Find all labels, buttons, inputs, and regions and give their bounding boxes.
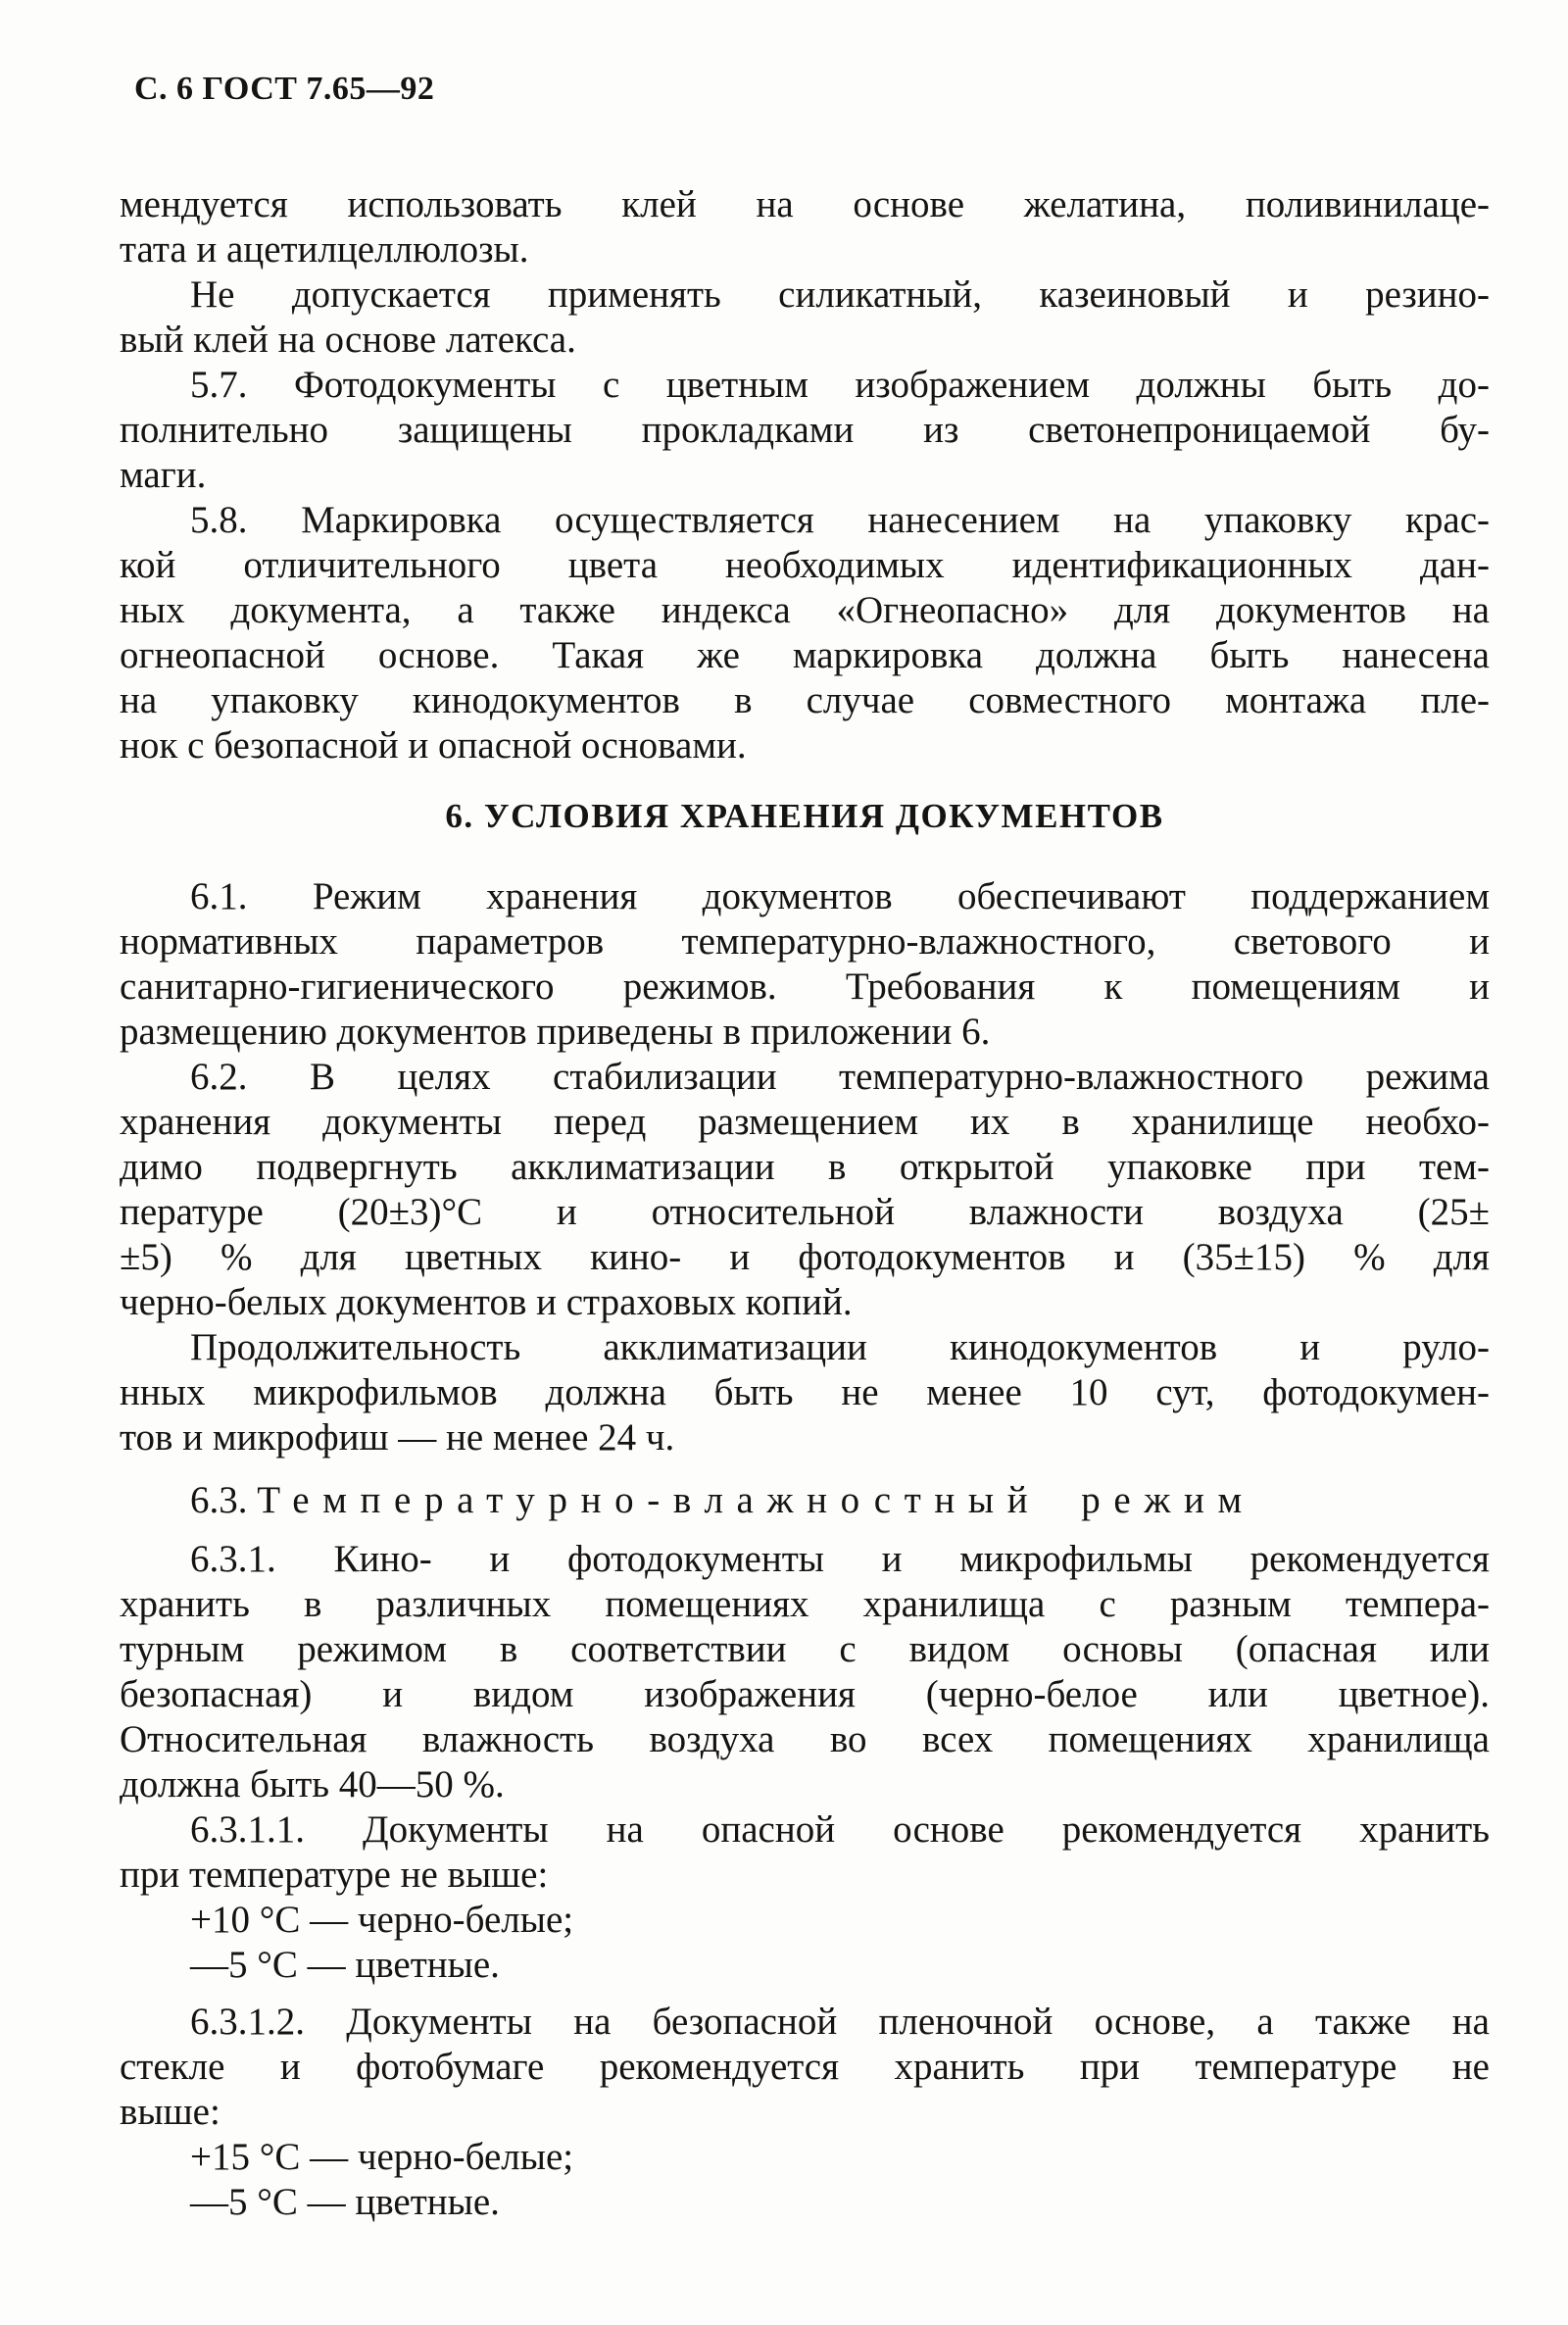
text-line: Не допускается применять силикатный, казеиновый и резино-	[190, 273, 1490, 316]
paragraph	[120, 1537, 1490, 1807]
subsection-title: Температурно-влажностный режим	[257, 1479, 1255, 1521]
subsection-number: 6.3.	[190, 1479, 258, 1521]
paragraph	[120, 1325, 1490, 1460]
subsection-heading	[120, 1478, 1490, 1523]
text-line: тата и ацетилцеллюлозы.	[120, 228, 529, 271]
text-line: должна быть 40—50 %.	[120, 1763, 505, 1806]
text-line: 6.2. В целях стабилизации температурно-влажностного режима	[190, 1056, 1490, 1098]
text-line: санитарно-гигиенического режимов. Требования к помещениям и	[120, 965, 1490, 1008]
paragraph	[120, 363, 1490, 498]
text-line: стекле и фотобумаге рекомендуется хранить при температуре не	[120, 2046, 1490, 2088]
text-line: хранить в различных помещениях хранилища с разным темпера-	[120, 1583, 1490, 1625]
text-line: 6.3.1. Кино- и фотодокументы и микрофильмы рекомендуется	[190, 1538, 1490, 1580]
text-line: при температуре не выше:	[120, 1854, 549, 1896]
text-line: тов и микрофиш — не менее 24 ч.	[120, 1416, 675, 1459]
list-item: +15 °С — черно-белые;	[190, 2136, 574, 2178]
paragraph	[120, 498, 1490, 768]
text-line: огнеопасной основе. Такая же маркировка должна быть нанесена	[120, 634, 1490, 676]
text-line: маги.	[120, 454, 207, 496]
paragraph	[120, 182, 1490, 272]
text-line: 5.8. Маркировка осуществляется нанесением на упаковку крас-	[190, 499, 1490, 541]
text-line: выше:	[120, 2091, 220, 2133]
text-line: 6.3.1.1. Документы на опасной основе рекомендуется хранить	[190, 1808, 1490, 1851]
paragraph	[120, 1055, 1490, 1325]
document-content	[120, 182, 1490, 2225]
text-line: турным режимом в соответствии с видом основы (опасная или	[120, 1628, 1490, 1670]
text-line: мендуется использовать клей на основе желатина, поливинилаце-	[120, 183, 1490, 225]
text-line: димо подвергнуть акклиматизации в открытой упаковке при тем-	[120, 1146, 1490, 1188]
list-item: —5 °С — цветные.	[190, 1944, 500, 1986]
value-list	[120, 1898, 1490, 1988]
text-line: 6.1. Режим хранения документов обеспечивают поддержанием	[190, 875, 1490, 917]
text-line: Продолжительность акклиматизации кинодокументов и руло-	[190, 1326, 1490, 1368]
text-line: кой отличительного цвета необходимых идентификационных дан-	[120, 544, 1490, 586]
text-line: нок с безопасной и опасной основами.	[120, 724, 747, 767]
text-line: черно-белых документов и страховых копий.	[120, 1281, 853, 1323]
value-list	[120, 2135, 1490, 2225]
list-item: +10 °С — черно-белые;	[190, 1899, 574, 1941]
text-line: размещению документов приведены в приложении 6.	[120, 1011, 991, 1053]
text-line: на упаковку кинодокументов в случае совместного монтажа пле-	[120, 679, 1490, 721]
running-header: С. 6 ГОСТ 7.65—92	[134, 71, 435, 107]
text-line: хранения документы перед размещением их в хранилище необхо-	[120, 1101, 1490, 1143]
text-line: Относительная влажность воздуха во всех помещениях хранилища	[120, 1718, 1490, 1760]
text-line: 6.3.1.2. Документы на безопасной пленочной основе, а также на	[190, 2001, 1490, 2043]
text-line: нных микрофильмов должна быть не менее 10 сут, фотодокумен-	[120, 1371, 1490, 1413]
text-line: полнительно защищены прокладками из светонепроницаемой бу-	[120, 409, 1490, 451]
text-line: ных документа, а также индекса «Огнеопасно» для документов на	[120, 589, 1490, 631]
section-heading: 6. УСЛОВИЯ ХРАНЕНИЯ ДОКУМЕНТОВ	[445, 797, 1164, 835]
text-line: безопасная) и видом изображения (черно-белое или цветное).	[120, 1673, 1490, 1715]
text-line: вый клей на основе латекса.	[120, 319, 576, 361]
list-item: —5 °С — цветные.	[190, 2181, 500, 2223]
text-line: нормативных параметров температурно-влажностного, светового и	[120, 920, 1490, 963]
text-line: пературе (20±3)°С и относительной влажности воздуха (25±	[120, 1191, 1490, 1233]
paragraph	[120, 272, 1490, 363]
paragraph	[120, 874, 1490, 1055]
paragraph	[120, 2000, 1490, 2135]
text-line: 5.7. Фотодокументы с цветным изображением должны быть до-	[190, 364, 1490, 406]
text-line: ±5) % для цветных кино- и фотодокументов и (35±15) % для	[120, 1236, 1490, 1278]
paragraph	[120, 1807, 1490, 1898]
